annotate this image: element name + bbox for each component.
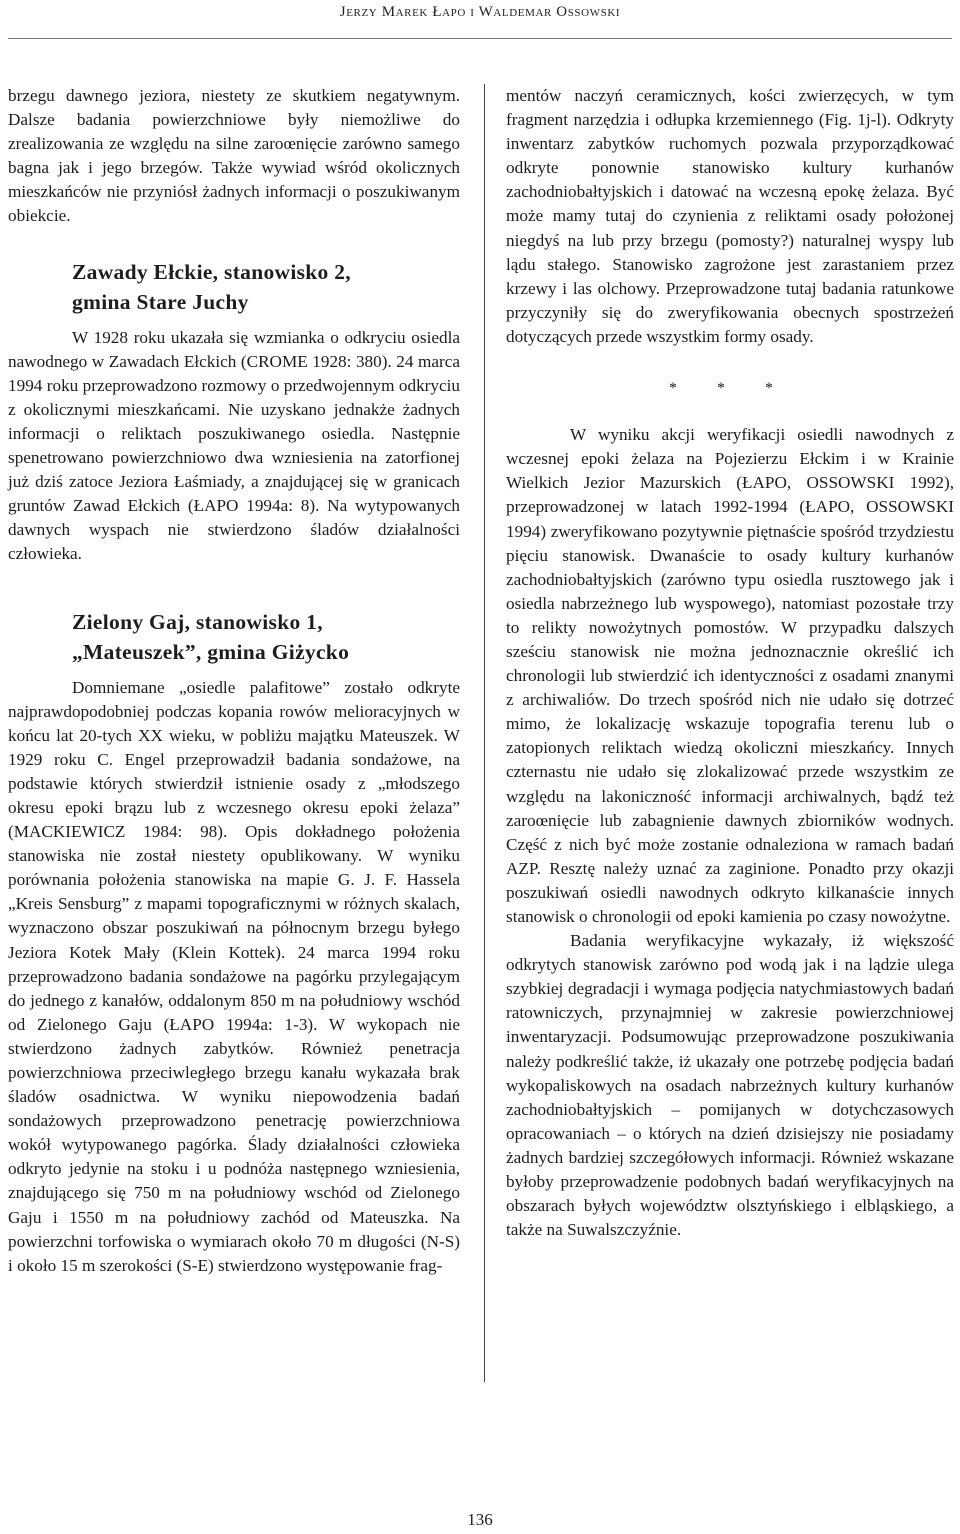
continuation-paragraph: mentów naczyń ceramicznych, kości zwierzęcych, w tym fragment narzędzia i odłupka krzemiennego (Fig. 1j-l). Odkryty inwentarz zabytków ruchomych pozwala przyporządkować odkryte ponownie stanowisko kultury kurhanów zachodniobałtyjskich i datować na wczesną epokę żelaza. Być może mamy tutaj do czynienia z reliktami osady położonej niegdyś na lub przy brzegu (pomosty?) naturalnej wyspy lub lądu stałego. Stanowisko zagrożone jest zarastaniem przez krzewy i las olchowy. Przeprowadzone tutaj badania ratunkowe przyczyniły się do zweryfikowania obecnych spostrzeżeń dotyczących przede wszystkim formy osady. bbox=[506, 86, 954, 346]
intro-paragraph: brzegu dawnego jeziora, niestety ze skutkiem negatywnym. Dalsze badania powierzchniowe były niemożliwe do zrealizowania ze względu na silne zaroœnięcie zarówno samego bagna jak i jego brzegów. Także wywiad wśród okolicznych mieszkańców nie przyniósł żadnych informacji o poszukiwanym obiekcie. bbox=[8, 86, 460, 226]
conclusion-paragraph-2: Badania weryfikacyjne wykazały, iż większość odkrytych stanowisk zarówno pod wodą jak i na lądzie ulega szybkiej degradacji i wymaga podjęcia natychmiastowych badań ratowniczych, przynajmniej w zakresie powierzchniowej inwentaryzacji. Podsumowując przeprowadzone poszukiwania należy podkreślić także, iż ukazały one potrzebę podjęcia badań wykopaliskowych na osadach nabrzeżnych kultury kurhanów zachodniobałtyjskich – pomijanych w dotychczasowych opracowaniach – o których na dzień dzisiejszy nie posiadamy żadnych bardziej szczegółowych informacji. Również wskazane byłoby przeprowadzenie podobnych badań weryfikacyjnych na obszarach byłych województw olsztyńskiego i elbląskiego, a także na Suwalszczyźnie. bbox=[506, 931, 954, 1240]
header-rule bbox=[8, 38, 952, 39]
section-heading-zawady bbox=[72, 257, 460, 317]
section-heading-zielony-gaj-line2: „Mateuszek”, gmina Giżycko bbox=[72, 639, 350, 664]
conclusion-paragraph-1: W wyniku akcji weryfikacji osiedli nawodnych z wczesnej epoki żelaza na Pojezierzu Ełckim i w Krainie Wielkich Jezior Mazurskich (ŁAPO, OSSOWSKI 1992), przeprowadzonej w latach 1992-1994 (ŁAPO, OSSOWSKI 1994) zweryfikowano pozytywnie piętnaście spośród trzydziestu pięciu stanowisk. Dwanaście to osady kultury kurhanów zachodniobałtyjskich (zarówno typu osiedla rusztowego jak i osiedla nabrzeżnego lub wyspowego), natomiast pozostałe trzy to relikty nowożytnych pomostów. W przypadku dalszych sześciu stanowisk nie można jednoznacznie określić ich chronologii lub stwierdzić ich identyczności z osadami znanymi z archiwaliów. Do trzech spośród nich nie udało się dotrzeć mimo, że lokalizację wskazuje topografia terenu lub o zatopionych reliktach wiedzą okoliczni mieszkańcy. Innych czternastu nie udało się zlokalizować przede wszystkim ze względu na lakoniczność informacji archiwalnych, bądź też zaroœnięcie lub zabagnienie dawnych zbiorników wodnych. Część z nich być może zostanie odnaleziona w ramach badań AZP. Resztę należy uznać za zaginione. Ponadto przy okazji poszukiwań osiedli nawodnych odkryto kilkanaście innych stanowisk o chronologii od epoki kamienia po czasy nowożytne. bbox=[506, 425, 954, 926]
section-heading-zielony-gaj-line1: Zielony Gaj, stanowisko 1, bbox=[72, 609, 323, 634]
section-body-zielony-gaj: Domniemane „osiedle palafitowe” zostało odkryte najprawdopodobniej podczas kopania rowów melioracyjnych w końcu lat 20-tych XX wieku, w pobliżu majątku Mateuszek. W 1929 roku C. Engel przeprowadził badania sondażowe, na podstawie których stwierdził istnienie osady z „młodszego okresu epoki brązu lub z wczesnego okresu epoki żelaza” (MACKIEWICZ 1984: 98). Opis dokładnego położenia stanowiska nie został niestety opublikowany. W wyniku porównania położenia stanowiska na mapie G. J. F. Hassela „Kreis Sensburg” z mapami topograficznymi w różnych skalach, wyznaczono obszar poszukiwań na północnym brzegu byłego Jeziora Kotek Mały (Klein Kottek). 24 marca 1994 roku przeprowadzono badania sondażowe na pagórku przylegającym do jednego z kanałów, oddalonym 850 m na południowy wschód od Zielonego Gaju (ŁAPO 1994a: 1-3). W wykopach nie stwierdzono żadnych zabytków. Również penetracja powierzchniowa przeciwległego brzegu kanału wykazała brak śladów osadnictwa. W wyniku niepowodzenia badań sondażowych przeprowadzono penetrację powierzchniowa wokół wytypowanego pagórka. Ślady działalności człowieka odkryto jedynie na stoku i u podnóża następnego wzniesienia, znajdującego się 750 m na południowy wschód od Zielonego Gaju i 1550 m na południowy zachód od Mateuszka. Na powierzchni torfowiska o wymiarach około 70 m długości (N-S) i około 15 m szerokości (S-E) stwierdzono występowanie frag- bbox=[8, 677, 460, 1275]
section-heading-zawady-line2: gmina Stare Juchy bbox=[72, 289, 249, 314]
section-body-zawady: W 1928 roku ukazała się wzmianka o odkryciu osiedla nawodnego w Zawadach Ełckich (CROME 1928: 380). 24 marca 1994 roku przeprowadzono rozmowy o przedwojennym odkryciu z okolicznymi mieszkańcami. Nie uzyskano jednakże żadnych informacji o reliktach poszukiwanego osiedla. Następnie spenetrowano powierzchniowo dwa wzniesienia na zatorfionej już dziś zatoce Jeziora Łaśmiady, a znajdującej się w granicach gruntów Zawad Ełckich (ŁAPO 1994a: 8). Na wytypowanych dawnych wyspach nie stwierdzono śladów działalności człowieka. bbox=[8, 327, 460, 564]
left-column bbox=[8, 84, 460, 1278]
section-heading-zawady-line1: Zawady Ełckie, stanowisko 2, bbox=[72, 259, 351, 284]
right-column bbox=[506, 84, 954, 1242]
asterism-separator: * * * bbox=[669, 380, 791, 398]
section-heading-zielony-gaj bbox=[72, 607, 460, 667]
page-number: 136 bbox=[467, 1510, 493, 1529]
column-divider bbox=[484, 84, 485, 1382]
running-head: Jerzy Marek Łapo i Waldemar Ossowski bbox=[339, 4, 621, 20]
